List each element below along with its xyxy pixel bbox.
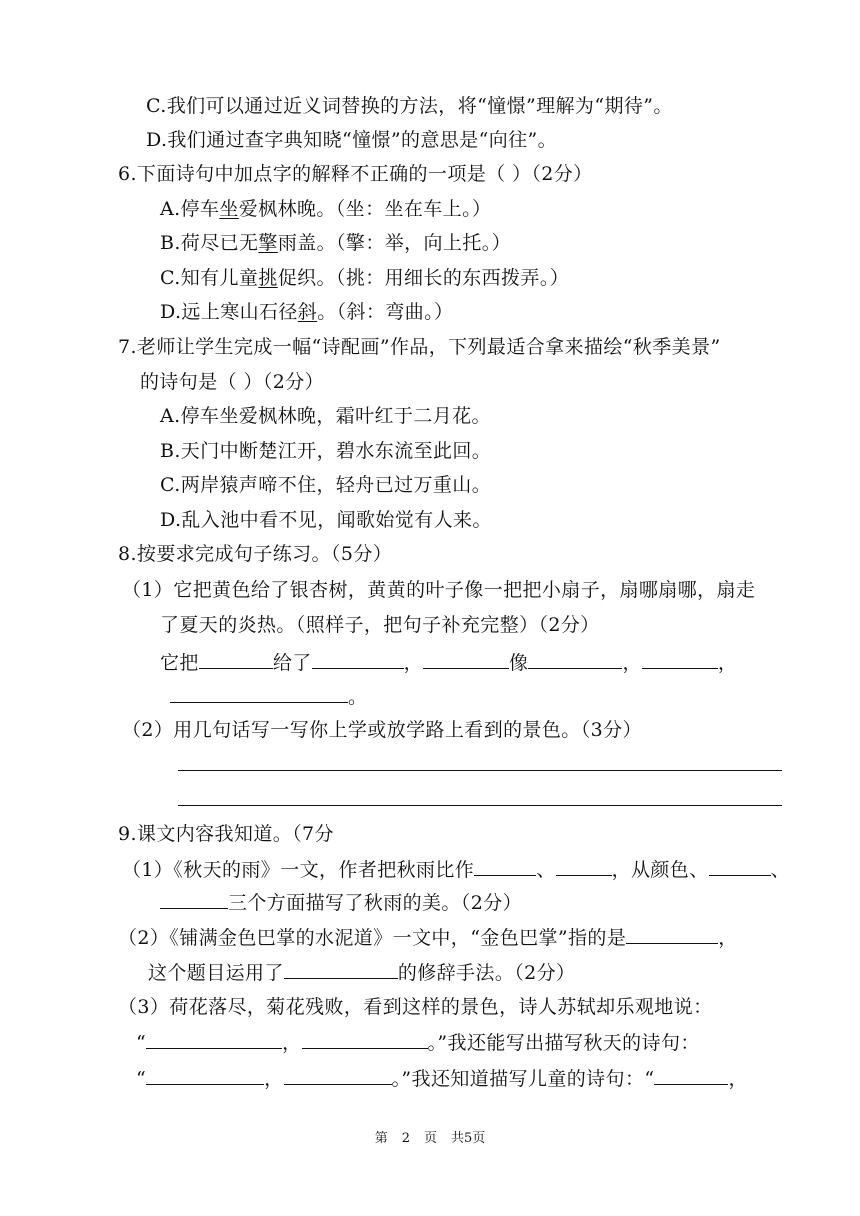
- q9-p2-text: 这个题目运用了: [148, 962, 284, 984]
- q6-option-c: [160, 266, 569, 290]
- page-footer: [0, 1127, 860, 1146]
- q8-fill-text: ，: [717, 652, 738, 674]
- q9-p1-text: 、: [536, 859, 556, 881]
- q9-p3-line2: [136, 1030, 700, 1055]
- q9-p1-text: ，从颜色、: [611, 859, 709, 881]
- q9-p3-line3: [136, 1066, 748, 1091]
- q6-option-b: [160, 231, 511, 255]
- q9-p3-blank-3[interactable]: [146, 1066, 264, 1085]
- q9-p1-line1: [122, 857, 790, 882]
- q6-option-d: [160, 300, 453, 324]
- q8-p1-fill-line2: [170, 684, 367, 709]
- q6-c-dotted-char: 挑: [258, 267, 278, 289]
- q9-p2-text: （2）《铺满金色巴掌的水泥道》一文中，“金色巴掌”指的是: [118, 927, 627, 949]
- q6-b-pre: B.荷尽已无: [160, 232, 259, 254]
- q8-p2: （2）用几句话写一写你上学或放学路上看到的景色。（3分）: [122, 719, 642, 741]
- q9-p3-text: ，: [282, 1032, 302, 1054]
- q9-p1-line2: [160, 890, 522, 915]
- q9-p1-blank-4[interactable]: [160, 890, 228, 909]
- q9-p3-text: “: [136, 1068, 147, 1090]
- footer-total-pages: 共5页: [451, 1131, 486, 1146]
- q6-c-pre: C.知有儿童: [160, 267, 259, 289]
- q6-d-dotted-char: 斜: [297, 301, 318, 323]
- q8-p1-line2: 了夏天的炎热。（照样子，把句子补充完整）（2分）: [160, 614, 600, 636]
- q9-p3-blank-5[interactable]: [654, 1066, 728, 1085]
- q8-fill-blank-3[interactable]: [423, 650, 509, 669]
- q9-p1-text: （1）《秋天的雨》一文，作者把秋雨比作: [122, 859, 475, 881]
- q6-a-dotted-char: 坐: [219, 198, 239, 220]
- q6-option-a: [160, 197, 491, 221]
- q9-p1-text: 三个方面描写了秋雨的美。（2分）: [228, 892, 522, 914]
- q6-b-post: 雨盖。（擎：举，向上托。）: [277, 232, 512, 254]
- q6-a-pre: A.停车: [160, 198, 220, 220]
- q9-p1-blank-3[interactable]: [709, 857, 771, 876]
- q9-stem: 9.课文内容我知道。（7分: [118, 823, 334, 845]
- q9-p2-text: ，: [718, 927, 738, 949]
- q6-stem: 6.下面诗句中加点字的解释不正确的一项是（ ）（2分）: [118, 163, 593, 185]
- q8-p1-fill-line: [160, 650, 737, 675]
- q9-p3-blank-4[interactable]: [284, 1066, 392, 1085]
- q8-answer-line-1[interactable]: [178, 770, 782, 771]
- footer-page-suffix: 页: [424, 1131, 438, 1146]
- q7-option-d: D.乱入池中看不见，闻歌始觉有人来。: [160, 509, 492, 531]
- q7-option-b: B.天门中断楚江开，碧水东流至此回。: [160, 440, 492, 462]
- q8-fill-blank-5[interactable]: [642, 650, 718, 669]
- q8-fill-blank-1[interactable]: [199, 650, 273, 669]
- q8-p1-line1: （1）它把黄色给了银杏树，黄黄的叶子像一把把小扇子，扇哪扇哪，扇走: [122, 579, 756, 601]
- q9-p2-blank-2[interactable]: [284, 960, 398, 979]
- q8-answer-line-2[interactable]: [178, 805, 782, 806]
- q5-option-d: D.我们通过查字典知晓“憧憬”的意思是“向往”。: [146, 129, 558, 151]
- q9-p2-line1: [118, 925, 738, 950]
- q6-c-post: 促织。（挑：用细长的东西拨弄。）: [277, 267, 570, 289]
- q9-p3-text: “: [136, 1032, 147, 1054]
- q8-fill-blank-2[interactable]: [312, 650, 404, 669]
- q6-a-post: 爱枫林晚。（坐：坐在车上。）: [238, 198, 492, 220]
- q9-p2-blank-1[interactable]: [626, 925, 718, 944]
- q9-p1-blank-2[interactable]: [556, 857, 612, 876]
- q8-fill-text: 。: [348, 686, 368, 708]
- q5-option-c: C.我们可以通过近义词替换的方法，将“憧憬”理解为“期待”。: [146, 95, 673, 117]
- q8-fill-text: ，: [622, 652, 642, 674]
- q6-d-pre: D.远上寒山石径: [160, 301, 298, 323]
- q8-fill-text: 像: [509, 652, 529, 674]
- q8-fill-blank-6[interactable]: [170, 684, 348, 703]
- q9-p3-blank-2[interactable]: [302, 1030, 428, 1049]
- q9-p3-line1: （3）荷花落尽，菊花残败，看到这样的景色，诗人苏轼却乐观地说：: [118, 996, 713, 1018]
- footer-page-prefix: 第: [374, 1131, 388, 1146]
- q7-option-c: C.两岸猿声啼不住，轻舟已过万重山。: [160, 474, 492, 496]
- q9-p3-text: 。”我还知道描写儿童的诗句：“: [391, 1068, 655, 1090]
- q9-p2-text: 的修辞手法。（2分）: [397, 962, 576, 984]
- q9-p3-text: ，: [728, 1068, 748, 1090]
- q8-fill-text: 给了: [272, 652, 312, 674]
- q9-p2-line2: [148, 960, 575, 985]
- q9-p1-blank-1[interactable]: [474, 857, 536, 876]
- q9-p1-text: 、: [770, 859, 791, 881]
- q8-fill-text: 它把: [160, 652, 199, 674]
- q9-p3-blank-1[interactable]: [146, 1030, 282, 1049]
- footer-page-number: 2: [401, 1131, 410, 1146]
- q8-fill-blank-4[interactable]: [528, 650, 622, 669]
- q8-stem: 8.按要求完成句子练习。（5分）: [118, 543, 393, 565]
- q9-p3-text: 。”我还能写出描写秋天的诗句：: [427, 1032, 700, 1054]
- q6-d-post: 。（斜：弯曲。）: [317, 301, 454, 323]
- q7-stem-line1: 7.老师让学生完成一幅“诗配画”作品，下列最适合拿来描绘“秋季美景”: [118, 336, 721, 358]
- q6-b-dotted-char: 擎: [258, 232, 278, 254]
- q8-fill-text: ，: [403, 652, 424, 674]
- q7-stem-line2: 的诗句是（ ）（2分）: [140, 371, 325, 393]
- q9-p3-text: ，: [264, 1068, 284, 1090]
- q7-option-a: A.停车坐爱枫林晚，霜叶红于二月花。: [160, 405, 491, 427]
